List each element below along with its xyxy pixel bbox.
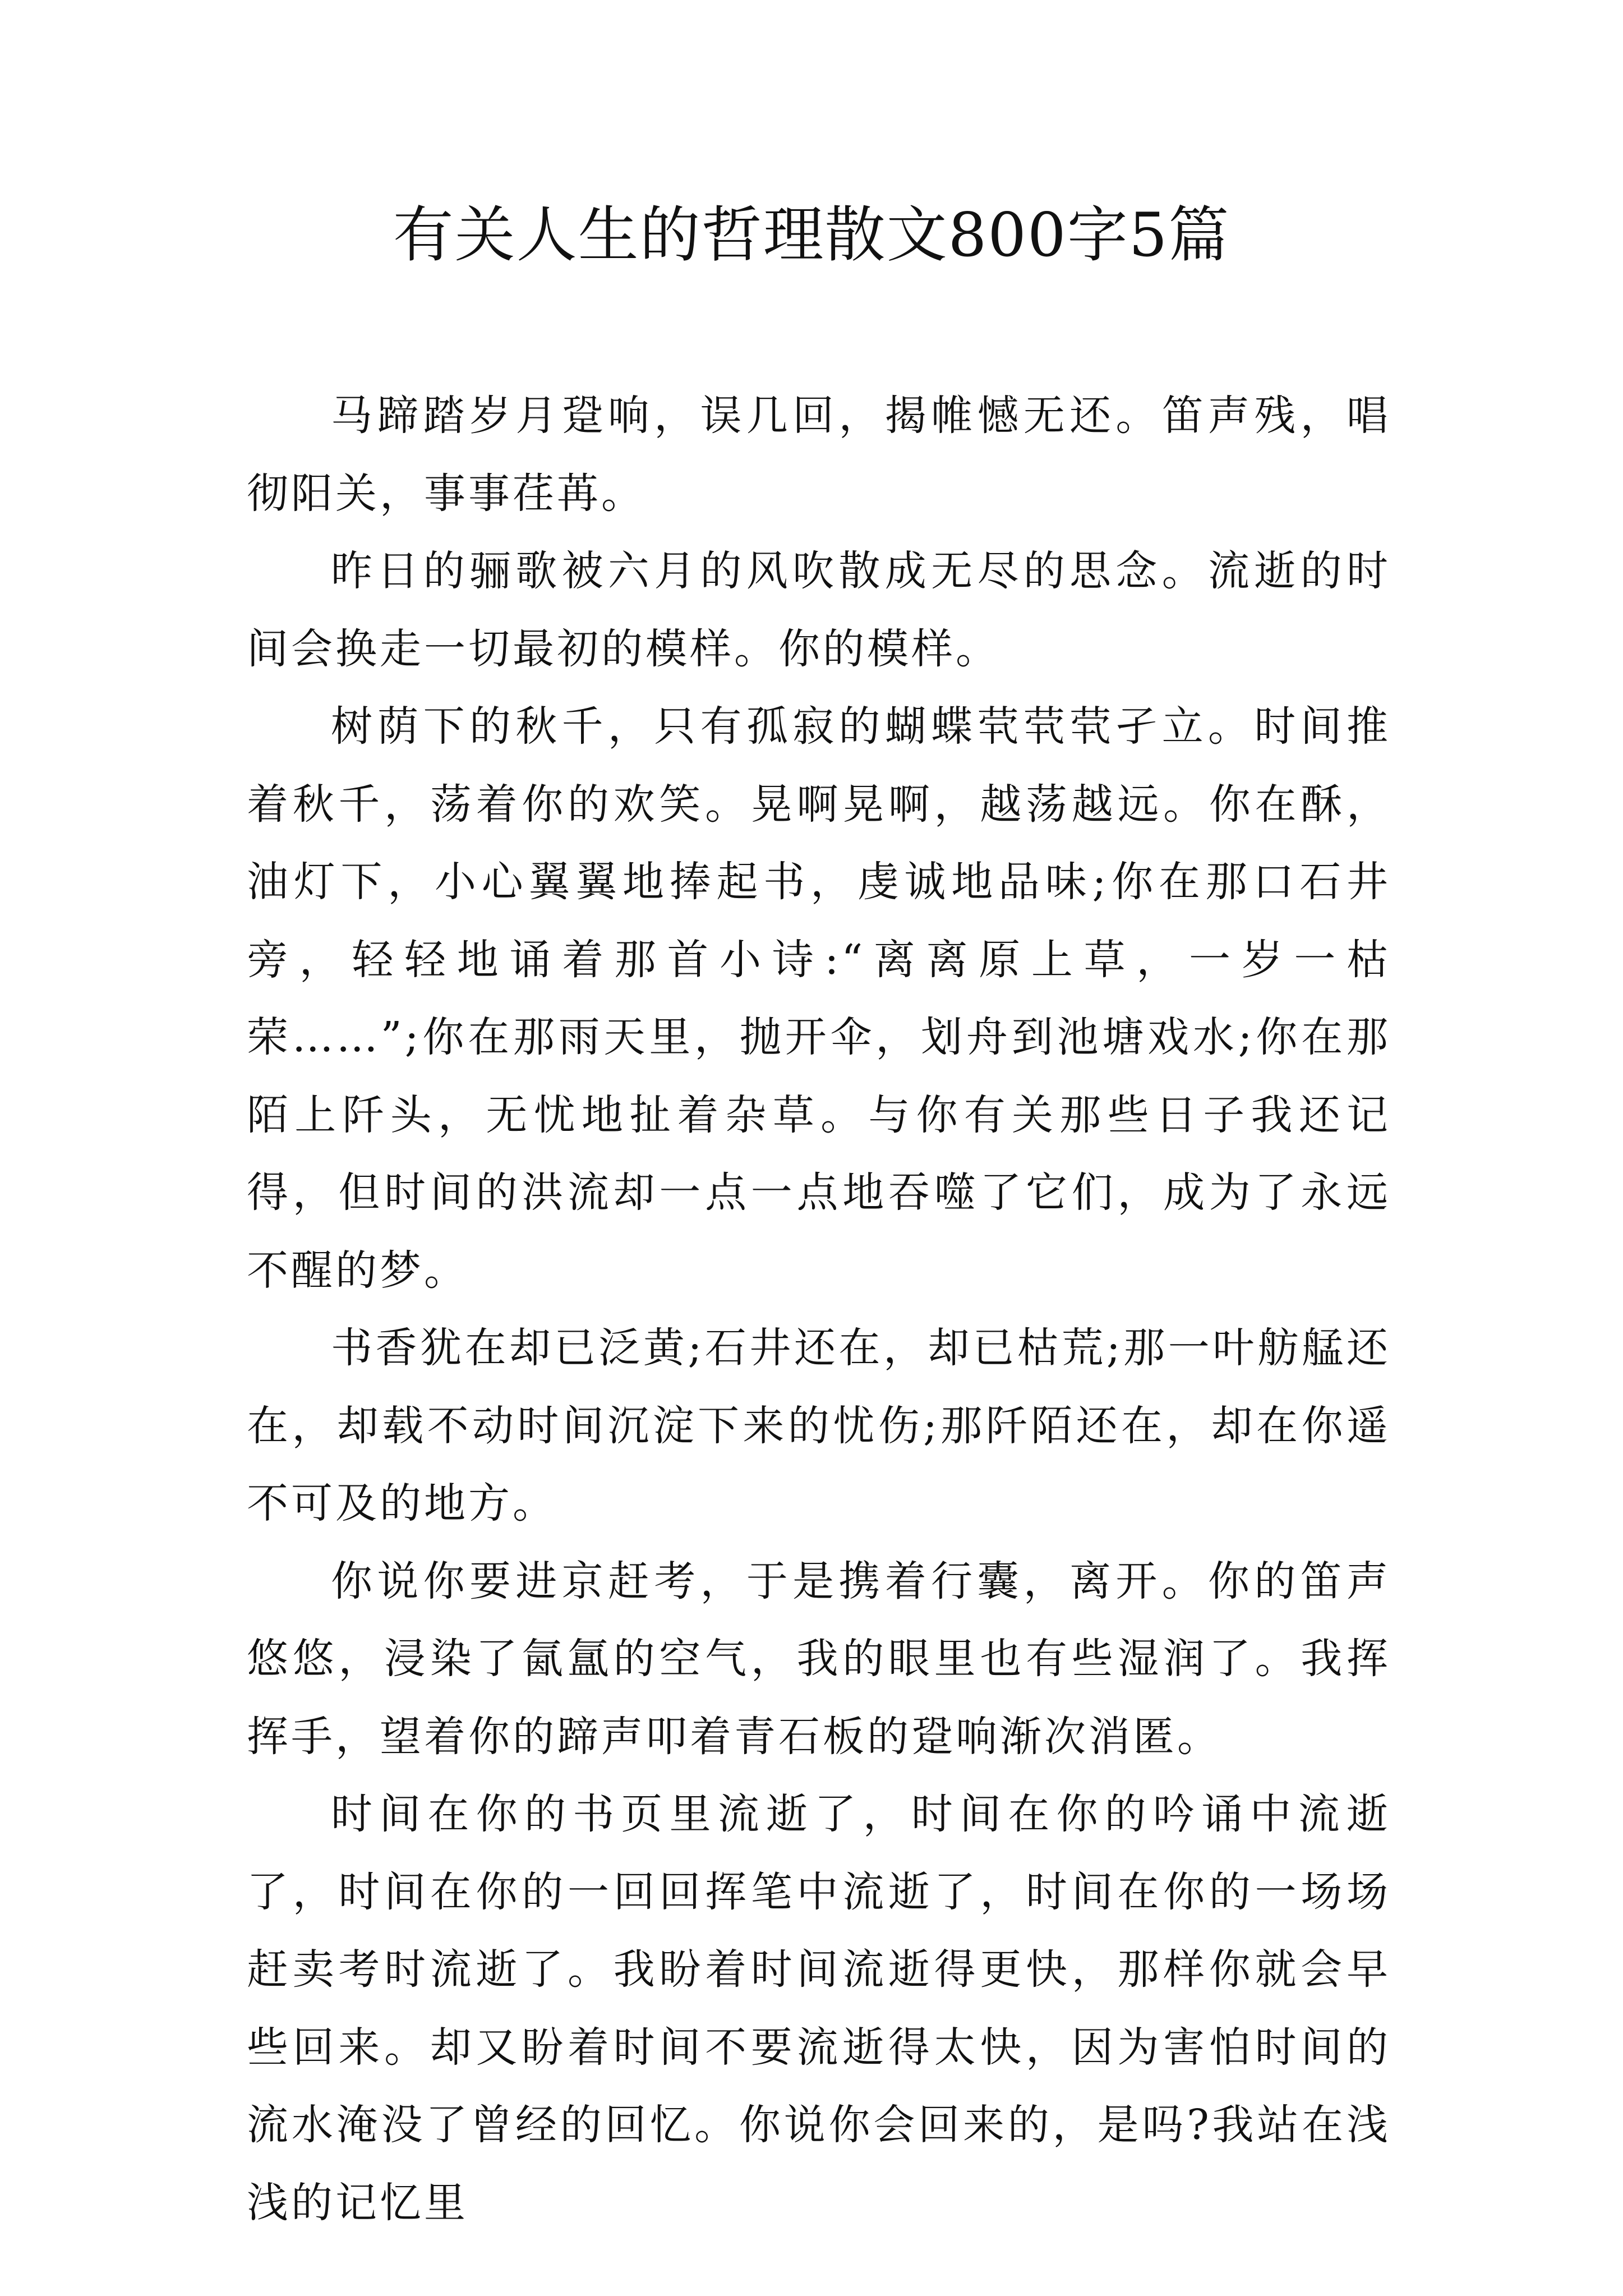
document-title: 有关人生的哲理散文800字5篇 [393, 200, 1230, 270]
paragraph: 马蹄踏岁月跫响，误几回，揭帷憾无还。笛声残，唱彻阳关，事事荏苒。 [247, 392, 1391, 518]
document-body [247, 377, 1391, 2242]
paragraph: 书香犹在却已泛黄;石井还在，却已枯荒;那一叶舫艋还在，却载不动时间沉淀下来的忧伤;那阡陌还在，却在你遥不可及的地方。 [247, 1324, 1391, 1527]
paragraph: 时间在你的书页里流逝了，时间在你的吟诵中流逝了，时间在你的一回回挥笔中流逝了，时间在你的一场场赶卖考时流逝了。我盼着时间流逝得更快，那样你就会早些回来。却又盼着时间不要流逝得太快，因为害怕时间的流水淹没了曾经的回忆。你说你会回来的，是吗?我站在浅浅的记忆里 [247, 1790, 1391, 2227]
paragraph: 你说你要进京赶考，于是携着行囊，离开。你的笛声悠悠，浸染了氤氲的空气，我的眼里也有些湿润了。我挥挥手，望着你的蹄声叩着青石板的跫响渐次消匿。 [247, 1557, 1391, 1761]
paragraph: 昨日的骊歌被六月的风吹散成无尽的思念。流逝的时间会换走一切最初的模样。你的模样。 [247, 547, 1391, 673]
paragraph: 树荫下的秋千，只有孤寂的蝴蝶茕茕茕孑立。时间推着秋千，荡着你的欢笑。晃啊晃啊，越荡越远。你在酥，油灯下，小心翼翼地捧起书，虔诚地品味;你在那口石井旁，轻轻地诵着那首小诗:“离离原上草，一岁一枯荣……”;你在那雨天里，抛开伞，划舟到池塘戏水;你在那陌上阡头，无忧地扯着杂草。与你有关那些日子我还记得，但时间的洪流却一点一点地吞噬了它们，成为了永远不醒的梦。 [247, 702, 1391, 1295]
